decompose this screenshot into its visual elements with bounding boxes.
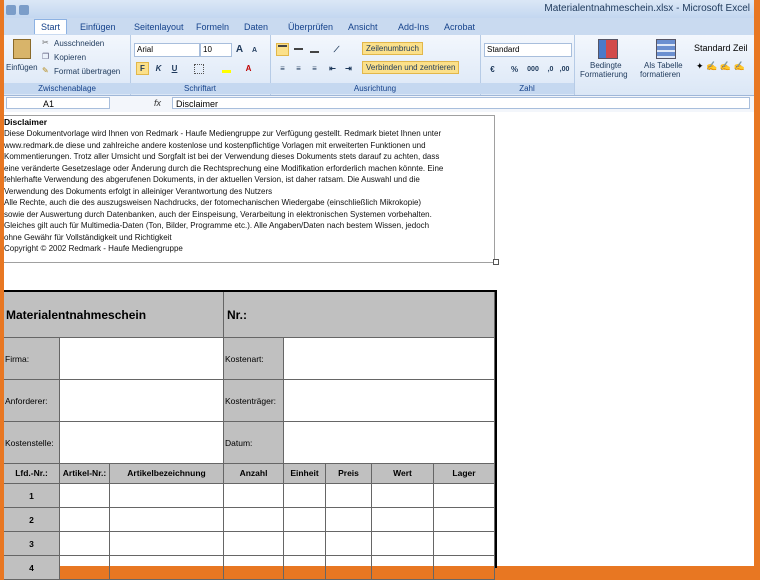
tab-formeln[interactable]: Formeln bbox=[196, 22, 230, 32]
font-name-combo[interactable]: Arial bbox=[134, 43, 200, 57]
firma-label: Firma: bbox=[4, 338, 60, 380]
orientation-icon[interactable]: ⟋ bbox=[333, 45, 340, 54]
paste-button[interactable] bbox=[6, 37, 38, 81]
anforderer-label: Anforderer: bbox=[4, 380, 60, 422]
table-cell[interactable] bbox=[434, 484, 495, 508]
conditional-formatting-button[interactable] bbox=[578, 37, 638, 83]
increase-indent-icon[interactable]: ⇥ bbox=[345, 64, 352, 73]
quick-access-toolbar[interactable] bbox=[6, 2, 66, 15]
tab-addins[interactable]: Add-Ins bbox=[398, 22, 430, 32]
excel-window bbox=[4, 0, 754, 573]
tab-einfuegen[interactable]: Einfügen bbox=[80, 22, 116, 32]
cut-label: Ausschneiden bbox=[54, 39, 105, 48]
paste-label: Einfügen bbox=[6, 63, 38, 72]
table-cell[interactable] bbox=[372, 484, 434, 508]
align-top-icon[interactable] bbox=[276, 43, 289, 56]
anforderer-field[interactable] bbox=[60, 380, 224, 422]
table-cell[interactable] bbox=[326, 484, 372, 508]
conditional-formatting-label-2: Formatierung bbox=[580, 70, 628, 79]
save-icon[interactable] bbox=[19, 5, 29, 15]
table-cell[interactable] bbox=[326, 556, 372, 580]
paste-icon bbox=[13, 39, 31, 59]
grow-font-button[interactable]: A bbox=[235, 44, 244, 55]
alignment-group bbox=[270, 35, 481, 95]
material-form bbox=[4, 290, 497, 573]
border-icon[interactable] bbox=[192, 62, 205, 75]
thousands-button[interactable]: 000 bbox=[527, 66, 539, 73]
table-cell[interactable] bbox=[60, 556, 110, 580]
table-cell[interactable] bbox=[434, 532, 495, 556]
col-header-lager[interactable]: Lager bbox=[434, 464, 495, 484]
clipboard-group-label: Zwischenablage bbox=[4, 83, 130, 94]
tab-acrobat[interactable]: Acrobat bbox=[444, 22, 476, 32]
disclaimer-line: Copyright © 2002 Redmark - Haufe Mediengruppe bbox=[4, 244, 183, 253]
tab-ueberpruefen[interactable]: Überprüfen bbox=[288, 22, 334, 32]
col-header-artikel-nr[interactable]: Artikel-Nr.: bbox=[60, 464, 110, 484]
bold-button[interactable]: F bbox=[136, 62, 149, 75]
table-cell[interactable] bbox=[60, 508, 110, 532]
underline-button[interactable]: U bbox=[171, 64, 178, 73]
table-cell[interactable] bbox=[284, 508, 326, 532]
kostentraeger-label: Kostenträger: bbox=[224, 380, 284, 422]
window-title: Materialentnahmeschein.xlsx - Microsoft Excel bbox=[544, 3, 750, 14]
disclaimer-line: ohne Gewähr für Vollständigkeit und Richtigkeit bbox=[4, 232, 172, 242]
format-as-table-label-2: formatieren bbox=[640, 70, 681, 79]
col-header-lfd-nr[interactable]: Lfd.-Nr.: bbox=[4, 464, 60, 484]
disclaimer-line: www.redmark.de diese und zahlreiche andere kostenlose und kostenpflichtige Vorlagen mit erweiterten Funktionen und bbox=[4, 140, 426, 150]
resize-handle[interactable] bbox=[493, 259, 499, 265]
brush-icon: ✎ bbox=[42, 66, 49, 75]
table-cell[interactable] bbox=[60, 484, 110, 508]
table-cell[interactable] bbox=[224, 508, 284, 532]
formula-bar bbox=[4, 96, 754, 113]
table-cell[interactable] bbox=[110, 508, 224, 532]
kostenstelle-label: Kostenstelle: bbox=[4, 422, 60, 464]
table-cell[interactable] bbox=[434, 556, 495, 580]
font-color-icon[interactable]: A bbox=[245, 64, 252, 73]
table-cell[interactable] bbox=[372, 532, 434, 556]
format-painter-label: Format übertragen bbox=[54, 67, 121, 76]
disclaimer-line: Alle Rechte, auch die des auszugsweisen Nachdrucks, der fotomechanischen Wiedergabe (einschließlich Mikrokopie) bbox=[4, 198, 422, 207]
table-cell[interactable] bbox=[372, 556, 434, 580]
italic-button[interactable]: K bbox=[155, 64, 162, 73]
wrap-text-button[interactable] bbox=[362, 42, 423, 55]
title-bar bbox=[4, 0, 754, 19]
col-header-anzahl[interactable]: Anzahl bbox=[224, 464, 284, 484]
align-left-icon[interactable]: ≡ bbox=[280, 64, 285, 73]
table-cell[interactable] bbox=[110, 556, 224, 580]
table-cell[interactable] bbox=[110, 532, 224, 556]
conditional-formatting-icon bbox=[598, 39, 618, 59]
table-cell[interactable] bbox=[326, 532, 372, 556]
number-format-combo[interactable]: Standard bbox=[484, 43, 572, 57]
row-number[interactable]: 2 bbox=[4, 508, 60, 532]
scissors-icon: ✂ bbox=[42, 38, 49, 47]
align-middle-icon[interactable] bbox=[292, 43, 305, 56]
table-cell[interactable] bbox=[60, 532, 110, 556]
merge-center-button[interactable] bbox=[362, 61, 459, 74]
disclaimer-line: Verwendung des Dokuments erfolgt in alleiniger Verantwortung des Nutzers bbox=[4, 186, 273, 196]
align-center-icon[interactable]: ≡ bbox=[296, 64, 301, 73]
col-header-wert[interactable]: Wert bbox=[372, 464, 434, 484]
disclaimer-line: Diese Dokumentvorlage wird Ihnen von Redmark - Haufe Mediengruppe zur Verfügung gestellt. Redmark bietet Ihnen unter bbox=[4, 129, 442, 138]
number-group-label: Zahl bbox=[480, 83, 574, 94]
format-as-table-label-1: Als Tabelle bbox=[644, 61, 683, 70]
office-button-icon[interactable] bbox=[6, 5, 16, 15]
table-cell[interactable] bbox=[284, 556, 326, 580]
table-cell[interactable] bbox=[224, 532, 284, 556]
col-header-artikelbezeichnung[interactable]: Artikelbezeichnung bbox=[110, 464, 224, 484]
table-cell[interactable] bbox=[372, 508, 434, 532]
row-number[interactable]: 3 bbox=[4, 532, 60, 556]
ribbon-tabs bbox=[4, 18, 754, 35]
disclaimer-line: eine veränderte Gesetzeslage oder Änderung durch die Rechtsprechung eine Modifikation erforderlich machen könnte. Eine bbox=[4, 163, 444, 173]
font-group bbox=[130, 35, 271, 95]
wrap-text-label: Zeilenumbruch bbox=[366, 44, 419, 53]
kostenart-label: Kostenart: bbox=[224, 338, 284, 380]
kostentraeger-field[interactable] bbox=[284, 380, 495, 422]
formula-input[interactable]: Disclaimer bbox=[172, 97, 750, 109]
col-header-preis[interactable]: Preis bbox=[326, 464, 372, 484]
clipboard-group bbox=[4, 35, 131, 95]
tab-ansicht[interactable]: Ansicht bbox=[348, 22, 378, 32]
disclaimer-line: fehlerhafte Verwendung des abgerufenen Dokuments, in der aktuellen Version, ist daher ratsam. Die Auswahl und die bbox=[4, 175, 420, 184]
datum-label: Datum: bbox=[224, 422, 284, 464]
datum-field[interactable] bbox=[284, 422, 495, 464]
kostenstelle-field[interactable] bbox=[60, 422, 224, 464]
align-bottom-icon[interactable] bbox=[308, 43, 321, 56]
alignment-group-label: Ausrichtung bbox=[270, 83, 480, 94]
row-number[interactable]: 1 bbox=[4, 484, 60, 508]
increase-decimal-icon[interactable]: ,0 bbox=[547, 66, 554, 73]
percent-button[interactable]: % bbox=[510, 65, 519, 74]
merge-center-label: Verbinden und zentrieren bbox=[366, 63, 456, 72]
format-as-table-button[interactable] bbox=[640, 37, 690, 83]
font-group-label: Schriftart bbox=[130, 83, 270, 94]
row-number[interactable]: 4 bbox=[4, 556, 60, 580]
tab-daten[interactable]: Daten bbox=[244, 22, 269, 32]
disclaimer-line: Gleiches gilt auch für Multimedia-Daten (Ton, Bilder, Programme etc.). Alle Angaben/Daten nach bestem Wissen, jedoch bbox=[4, 221, 430, 230]
table-cell[interactable] bbox=[284, 484, 326, 508]
cell-style-standard[interactable]: Standard Zeil bbox=[694, 43, 748, 53]
nr-label[interactable]: Nr.: bbox=[224, 292, 495, 338]
table-cell[interactable] bbox=[284, 532, 326, 556]
cell-style-icons[interactable]: ✦ ✍ ✍ ✍ bbox=[696, 61, 745, 71]
table-icon bbox=[656, 39, 676, 59]
name-box[interactable]: A1 bbox=[6, 97, 110, 109]
table-cell[interactable] bbox=[326, 508, 372, 532]
decrease-decimal-icon[interactable]: ,00 bbox=[559, 66, 570, 73]
table-cell[interactable] bbox=[110, 484, 224, 508]
ribbon bbox=[4, 35, 754, 96]
styles-group bbox=[574, 35, 754, 95]
decrease-indent-icon[interactable]: ⇤ bbox=[329, 64, 336, 73]
form-title[interactable]: Materialentnahmeschein bbox=[4, 292, 224, 338]
disclaimer-line: sowie der Auswertung durch Datenbanken, auch der Einspeisung, Verarbeitung in elektronischen Systemen vorbehalten. bbox=[4, 209, 432, 219]
table-cell[interactable] bbox=[434, 508, 495, 532]
disclaimer-textbox[interactable] bbox=[4, 115, 495, 263]
table-cell[interactable] bbox=[224, 556, 284, 580]
shrink-font-button[interactable]: A bbox=[251, 47, 258, 54]
col-header-einheit[interactable]: Einheit bbox=[284, 464, 326, 484]
conditional-formatting-label-1: Bedingte bbox=[590, 61, 622, 70]
fx-icon[interactable]: fx bbox=[154, 98, 162, 108]
currency-icon[interactable]: € bbox=[490, 65, 495, 74]
firma-field[interactable] bbox=[60, 338, 224, 380]
table-cell[interactable] bbox=[224, 484, 284, 508]
tab-start[interactable]: Start bbox=[34, 19, 67, 34]
disclaimer-title: Disclaimer bbox=[4, 117, 47, 127]
tab-seitenlayout[interactable]: Seitenlayout bbox=[134, 22, 184, 32]
align-right-icon[interactable]: ≡ bbox=[312, 64, 317, 73]
worksheet-grid[interactable] bbox=[4, 112, 754, 573]
kostenart-field[interactable] bbox=[284, 338, 495, 380]
copy-icon: ❐ bbox=[42, 52, 50, 61]
number-group bbox=[480, 35, 575, 95]
fill-color-icon[interactable] bbox=[220, 62, 233, 75]
copy-label: Kopieren bbox=[54, 53, 87, 62]
disclaimer-line: Kommentierungen. Trotz aller Umsicht und Sorgfalt ist bei der Verwendung dieses Dokuments stets darauf zu achten, dass bbox=[4, 152, 440, 161]
font-size-combo[interactable]: 10 bbox=[200, 43, 232, 57]
